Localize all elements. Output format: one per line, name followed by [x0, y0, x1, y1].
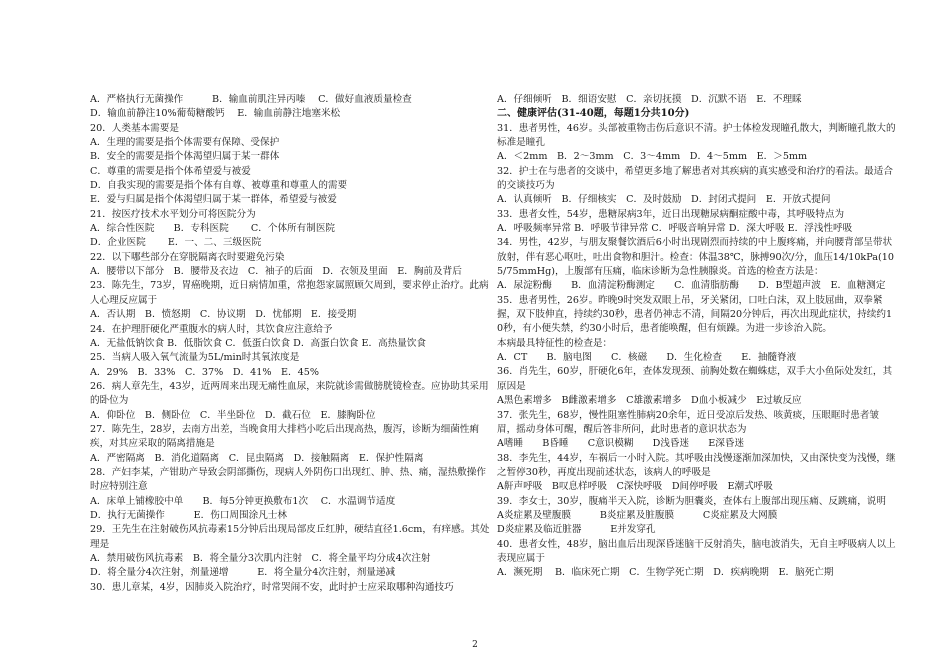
option-line: A．尿淀粉酶 B．血清淀粉酶测定 C．血清脂肪酶 D．B型超声波 E．血糖测定: [497, 280, 886, 292]
option-line: A．仰卧位 B．侧卧位 C．半坐卧位 D．截石位 E．膝胸卧位: [90, 409, 376, 421]
option-line: A．腰带以下部分 B．腰带及衣边 C．袖子的后面 D．衣领及里面 E．胸前及背后: [90, 266, 462, 278]
question-stem: 26．病人章先生，43岁，近两周来出现无痛性血尿，来院就诊需做膀胱镜检查。应协助其采用的卧位为: [90, 380, 489, 407]
option-line: A．认真倾听 B．仔细核实 C．及时鼓励 D．封闭式提问 E．开放式提问: [497, 194, 831, 206]
left-line: D．输血前静注10%葡萄糖酸钙 E．输血前静注地塞米松: [90, 108, 341, 120]
option-line: A．否认期 B．愤怒期 C．协议期 D．忧郁期 E．接受期: [90, 309, 357, 321]
question-stem: 33．患者女性，54岁，患糖尿病3年，近日出现糖尿病酮症酸中毒，其呼吸特点为: [497, 208, 845, 220]
question-stem: 21．按医疗技术水平划分可将医院分为: [90, 208, 256, 220]
option-line: A．床单上铺橡胶中单 B．每5分钟更换敷布1次 C．水温调节适度: [90, 495, 396, 507]
question-stem: 29．王先生在注射破伤风抗毒素15分钟后出现局部皮丘红肿，硬结直径1.6cm，有痒感。其处理是: [90, 524, 490, 550]
option-line: A．濒死期 B．临床死亡期 C．生物学死亡期 D．疾病晚期 E．脑死亡期: [497, 567, 834, 579]
option-line: A．29% B．33% C．37% D．41% E．45%: [90, 366, 319, 378]
option-line: A．严密隔离 B．消化道隔离 C．昆虫隔离 D．接触隔离 E．保护性隔离: [90, 452, 424, 464]
option-line: A．无盐低钠饮食 B．低脂饮食 C．低蛋白饮食 D．高蛋白饮食 E．高热量饮食: [90, 337, 427, 349]
option-line: A．生理的需要是指个体需要有保障、受保护: [90, 137, 280, 149]
option-line: A黑色素增多 B雌激素增多 C雄激素增多 D血小板减少 E过敏反应: [497, 395, 802, 407]
option-line: E．爱与归属是指个体渴望归属于某一群体，希望爱与被爱: [90, 194, 337, 206]
option-line: A．综合性医院 B．专科医院 C．个体所有制医院: [90, 223, 336, 235]
option-line: A．CT B．脑电图 C．核磁 D．生化检查 E．抽髓脊液: [497, 352, 797, 364]
question-stem: 39．李女士，30岁，腹痛半天入院，诊断为胆囊炎，查体右上腹部出现压痛、反跳痛，说明: [497, 495, 886, 507]
option-line: B．安全的需要是指个体渴望归属于某一群体: [90, 151, 280, 163]
question-stem: 23．陈先生，73岁，胃癌晚期，近日病情加重，常抱怨家属照顾欠周到，要求停止治疗。此病人心理反应属于: [90, 280, 489, 306]
question-stem: 36．肖先生，60岁，肝硬化6年，查体发现颈、前胸处数在蜘蛛痣，双手大小鱼际处发红，其原因是: [497, 366, 893, 392]
question-stem: 34．男性，42岁，与朋友聚餐饮酒后6小时出现剧烈而持续的中上腹疼痛，并向腰背部呈带状放射，伴有恶心呕吐，吐出食物和胆汁。检查：体温38℃，脉搏90次/分，血压14/10kPa(105/75mmHg)，上腹部有压痛，临床诊断为急性胰腺炎。首选的检查方法是：: [497, 237, 894, 278]
page-number: 2: [472, 640, 478, 650]
question-stem: 25．当病人吸入氧气流量为5L/min时其氧浓度是: [90, 352, 300, 364]
right-column: [497, 93, 897, 581]
section-heading: 二、健康评估(31-40题，每题1分共10分): [497, 108, 690, 120]
option-line: A．＜2mm B．2～3mm C．3～4mm D．4～5mm E．＞5mm: [497, 151, 808, 163]
question-stem: 35．患者男性，26岁。昨晚9时突发双眼上吊，牙关紧闭，口吐白沫，双上肢屈曲，双拳紧握，双下肢伸直，持续约30秒，患者仍神志不清，间隔20分钟后，再次出现此症状，持续约10秒，有小便失禁，约30小时后，患者能唤醒，但有烦躁。为进一步诊治入院。: [497, 294, 893, 335]
question-stem: 24．在护理肝硬化严重腹水的病人时，其饮食应注意给予: [90, 323, 333, 335]
option-line: D．自我实现的需要是指个体有自尊、被尊重和尊重人的需要: [90, 180, 348, 192]
option-line: A嗜睡 B昏睡 C意识模糊 D浅昏迷 E深昏迷: [497, 438, 745, 450]
left-column: [90, 93, 490, 595]
option-line: A炎症累及壁腹膜 B炎症累及脏腹膜 C炎症累及大网膜: [497, 509, 778, 521]
question-stem: 20．人类基本需要是: [90, 122, 179, 134]
question-stem: 37．张先生，68岁，慢性阻塞性肺病20余年，近日受凉后发热、咳黄痰，压眼眶时患者皱眉，摇动身体可醒，醒后答非所问，此时患者的意识状态为: [497, 409, 879, 435]
question-stem: 30．患儿章某，4岁，因肺炎入院治疗，时常哭闹不安，此时护士应采取哪种沟通技巧: [90, 581, 454, 593]
question-stem: 40．患者女性，48岁，脑出血后出现深昏迷脑干反射消失，脑电波消失，无自主呼吸病人以上表现应属于: [497, 538, 896, 564]
option-line: A鼾声呼吸 B叹息样呼吸 C深快呼吸 D间停呼吸 E潮式呼吸: [497, 481, 773, 493]
option-line: D．将全量分4次注射，剂量递增 E．将全量分4次注射，剂量递减: [90, 567, 396, 579]
option-line: A．禁用破伤风抗毒素 B．将全量分3次肌内注射 C．将全量平均分成4次注射: [90, 553, 431, 564]
left-line: A．严格执行无菌操作 B．输血前肌注异丙嗪 C．做好血液质量检查: [90, 94, 412, 105]
option-line: C．尊重的需要是指个体希望爱与被爱: [90, 165, 251, 177]
option-line: D．企业医院 E．一、二、三级医院: [90, 237, 262, 249]
question-stem: 22．以下哪些部分在穿脱隔离衣时要避免污染: [90, 251, 285, 263]
question-stem: 32．护士在与患者的交谈中，希望更多地了解患者对其疾病的真实感受和治疗的看法。最适合的交谈技巧为: [497, 165, 893, 192]
question-stem: 28．产妇李某，产钳助产导致会阴部撕伤，现病人外阴伤口出现红、肿、热、痛，湿热敷操作时应特别注意: [90, 466, 486, 493]
question-stem: 38．李先生，44岁，车祸后一小时入院。其呼吸由浅慢逐渐加深加快，又由深快变为浅慢，继之暂停30秒，再度出现前述状态，该病人的呼吸是: [497, 452, 896, 478]
option-line: D．执行无菌操作 E．伤口周围涂凡士林: [90, 509, 287, 521]
question-prompt: 本病最具特征性的检查是：: [497, 337, 613, 349]
question-stem: 31．患者男性，46岁。头部被重物击伤后意识不清。护士体检发现瞳孔散大，判断瞳孔散大的标准是瞳孔: [497, 122, 896, 149]
option-line: A．仔细倾听 B．细语安慰 C．亲切抚摸 D．沉默不语 E．不理睬: [497, 94, 802, 105]
option-line: A．呼吸频率异常 B．呼吸节律异常 C．呼吸音响异常 D．深大呼吸 E．浮浅性呼吸: [497, 223, 853, 235]
question-stem: 27．陈先生，28岁，去南方出差，当晚食用大排档小吃后出现高热，腹泻，诊断为细菌性痢疾，对其应采取的隔离措施是: [90, 423, 479, 450]
option-line: D炎症累及临近脏器 E并发穿孔: [497, 524, 656, 536]
